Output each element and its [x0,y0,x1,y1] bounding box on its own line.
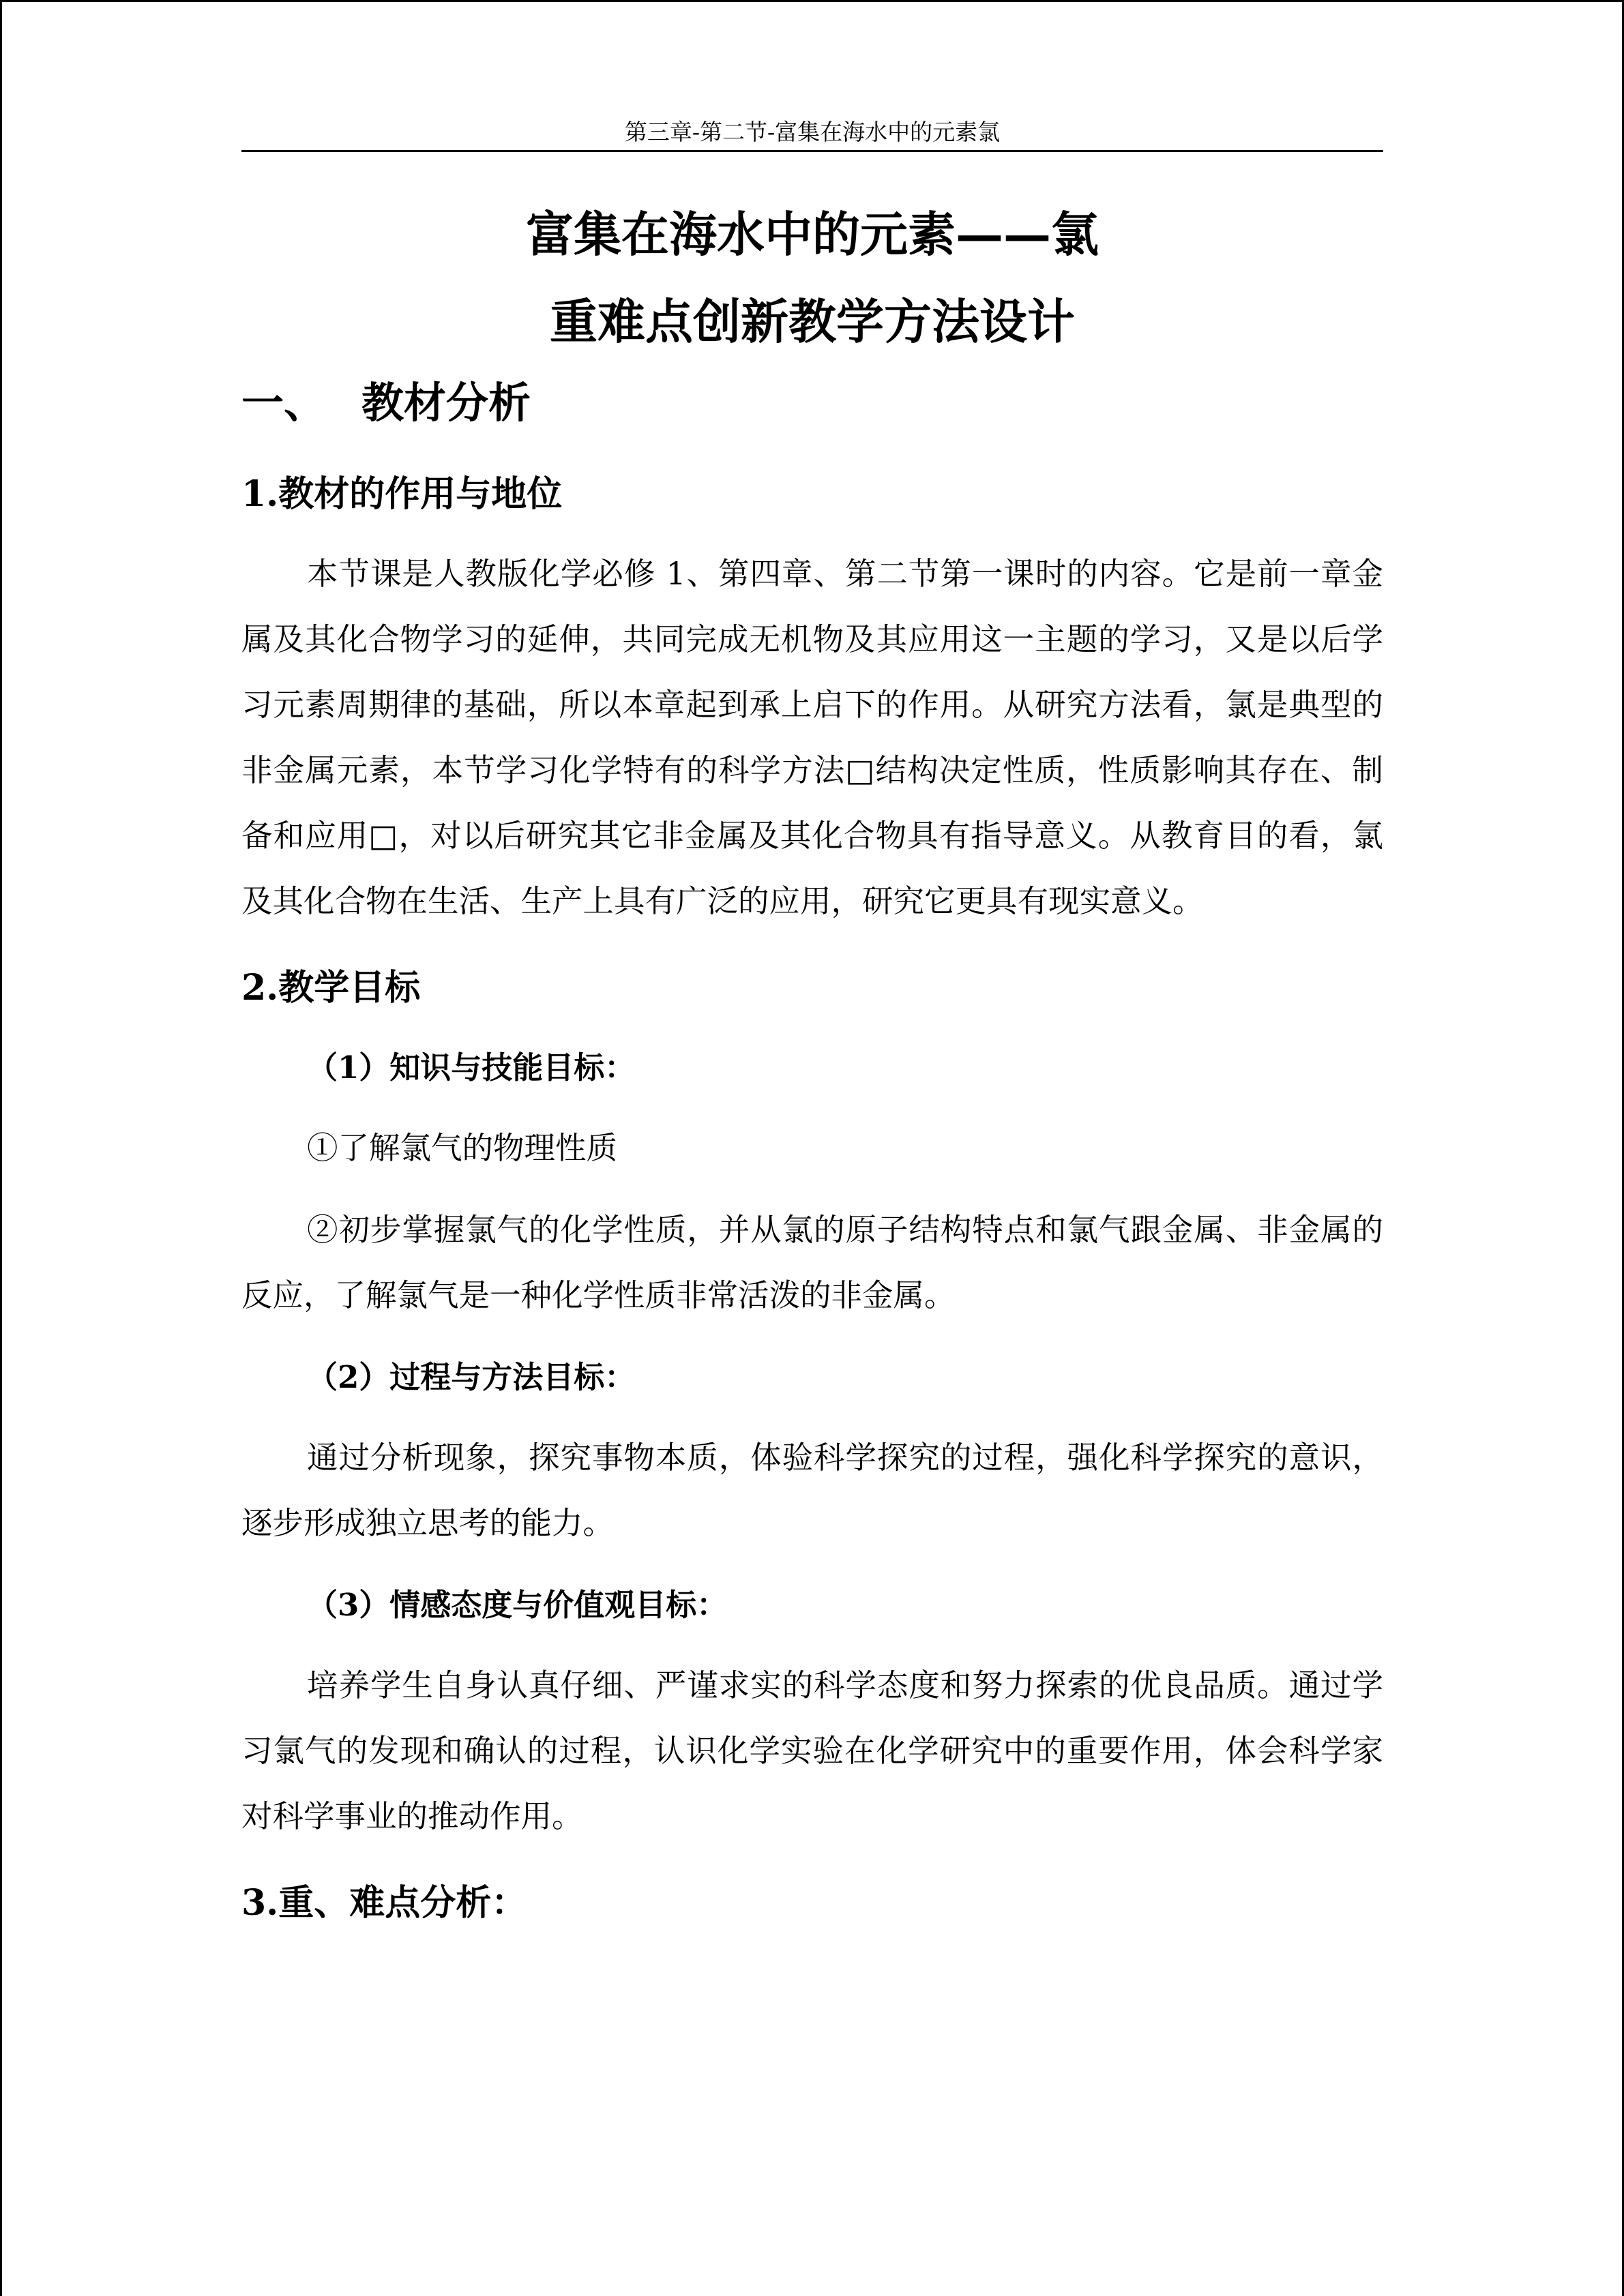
section-label: 教材分析 [361,378,531,428]
running-header: 第三章-第二节-富集在海水中的元素氯 [624,119,1001,145]
goal-item-physical-properties: ①了解氯气的物理性质 [307,1130,618,1166]
goal-text-process-methods: 通过分析现象，探究事物本质，体验科学探究的过程，强化科学探究的意识，逐步形成独立思考的能力。 [241,1440,1383,1541]
subheading-key-difficult-points: 3.重、难点分析： [241,1882,527,1924]
document-title-line2: 重难点创新教学方法设计 [550,293,1075,350]
goal-heading-attitude-values: （3）情感态度与价值观目标： [307,1587,728,1623]
paragraph-role-and-position: 本节课是人教版化学必修 1、第四章、第二节第一课时的内容。它是前一章金属及其化合物学习的延伸，共同完成无机物及其应用这一主题的学习，又是以后学习元素周期律的基础，所以本章起到承上启下的作用。从研究方法看，氯是典型的非金属元素，本节学习化学特有的科学方法□结构决定性质，性质影响其存在、制备和应用□，对以后研究其它非金属及其化合物具有指导意义。从教育目的看，氯及其化合物在生活、生产上具有广泛的应用，研究它更具有现实意义。 [241,556,1383,919]
subheading-role-and-position: 1.教材的作用与地位 [241,473,563,515]
goal-heading-knowledge-skills: （1）知识与技能目标： [307,1049,636,1086]
section-heading-textbook-analysis [241,366,1383,441]
header-rule [241,150,1383,152]
page-border-top [0,0,1624,2]
goal-heading-process-methods: （2）过程与方法目标： [307,1359,636,1395]
page-border-left [0,0,2,2296]
document-title-line1: 富集在海水中的元素——氯 [526,206,1099,263]
goal-item-chemical-properties: ②初步掌握氯气的化学性质，并从氯的原子结构特点和氯气跟金属、非金属的反应，了解氯气是一种化学性质非常活泼的非金属。 [241,1212,1383,1313]
subheading-teaching-goals: 2.教学目标 [241,967,421,1009]
section-number: 一、 [241,378,327,428]
document-body [241,191,1383,1950]
goal-text-attitude-values: 培养学生自身认真仔细、严谨求实的科学态度和努力探索的优良品质。通过学习氯气的发现和确认的过程，认识化学实验在化学研究中的重要作用，体会科学家对科学事业的推动作用。 [241,1667,1383,1834]
